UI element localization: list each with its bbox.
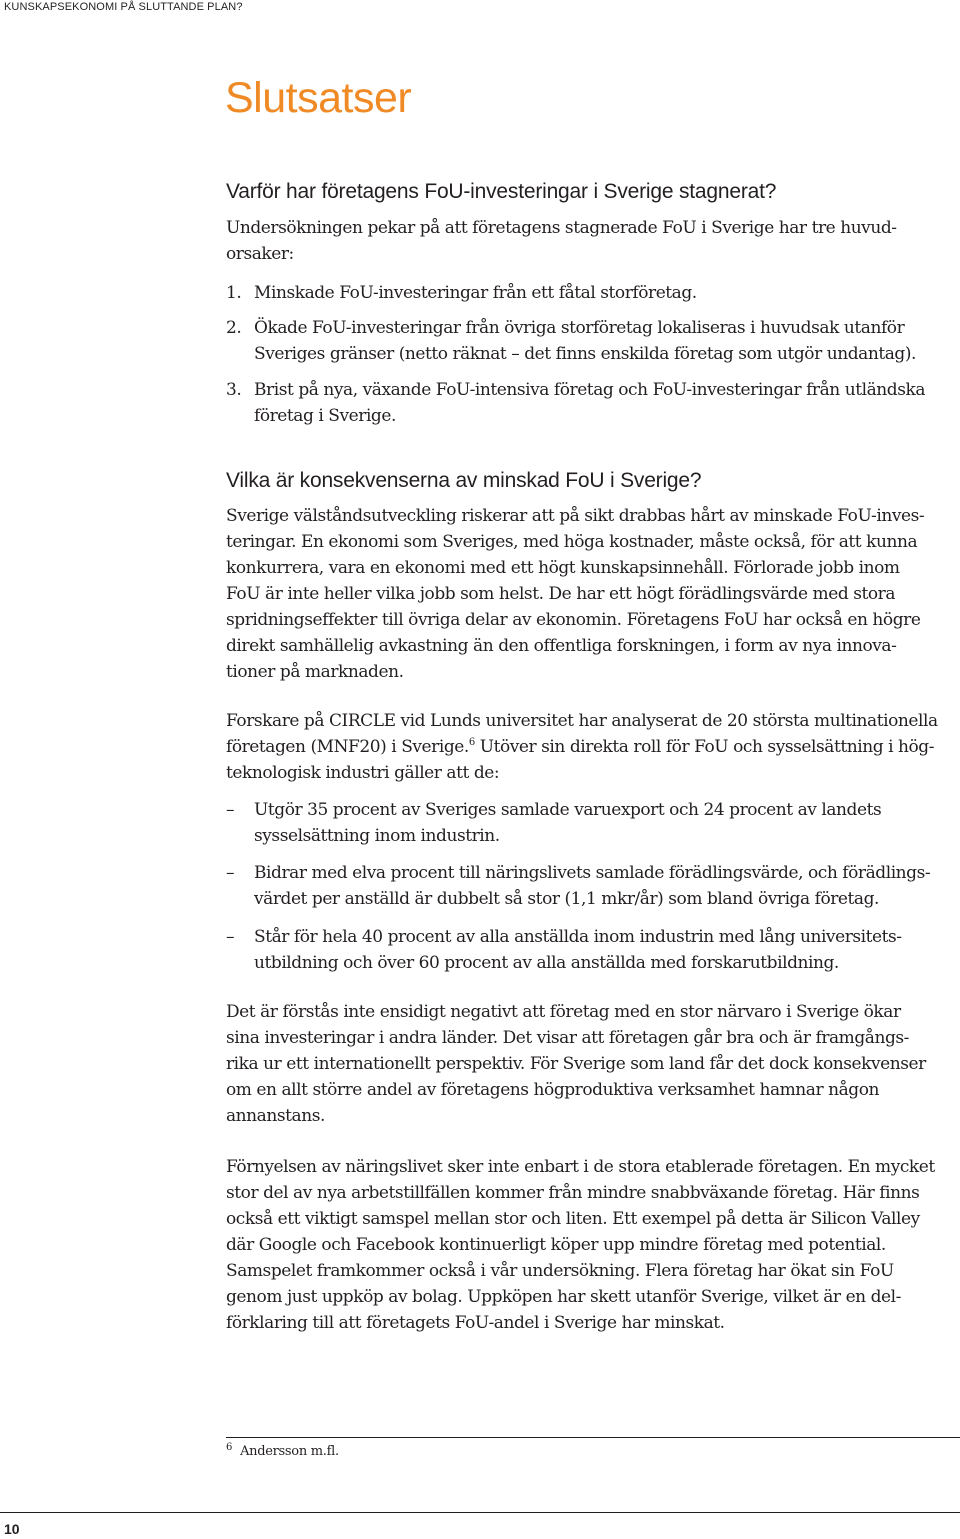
page-number: 10: [4, 1521, 20, 1537]
item-number: 1.: [226, 283, 242, 303]
footnote-reference[interactable]: 6: [468, 737, 475, 748]
text-line: Det är förstås inte ensidigt negativt att företag med en stor närvaro i Sverige ökar: [226, 1002, 901, 1022]
text-line: FoU är inte heller vilka jobb som helst. De har ett högt förädlingsvärde med stora: [226, 584, 896, 604]
text-line: Forskare på CIRCLE vid Lunds universitet har analyserat de 20 största multinationella: [226, 711, 938, 731]
dash-marker: –: [226, 863, 235, 883]
dash-marker: –: [226, 800, 235, 820]
page-divider: [0, 1512, 960, 1513]
text-line: Undersökningen pekar på att företagens stagnerade FoU i Sverige har tre huvud-: [226, 218, 897, 238]
text-line: teknologisk industri gäller att de:: [226, 763, 500, 783]
text-line: rika ur ett internationellt perspektiv. För Sverige som land får det dock konsekvenser: [226, 1054, 926, 1074]
section-heading-stagnation: Varför har företagens FoU-investeringar i Sverige stagnerat?: [226, 180, 777, 203]
footnote: [226, 1442, 339, 1459]
text-line: om en allt större andel av företagens högproduktiva verksamhet hamnar någon: [226, 1080, 880, 1100]
text-line: Sveriges gränser (netto räknat – det finns enskilda företag som utgör undantag).: [254, 344, 916, 364]
text-line: stor del av nya arbetstillfällen kommer från mindre snabbväxande företag. Här finns: [226, 1183, 920, 1203]
numbered-item-1: [226, 280, 958, 306]
text-line: Utgör 35 procent av Sveriges samlade varuexport och 24 procent av landets: [254, 800, 882, 820]
text-line: Förnyelsen av näringslivet sker inte enbart i de stora etablerade företagen. En mycket: [226, 1157, 935, 1177]
footnote-divider: [226, 1437, 960, 1438]
text-line: genom just uppköp av bolag. Uppköpen har skett utanför Sverige, vilket är en del-: [226, 1287, 901, 1307]
footnote-text: Andersson m.fl.: [240, 1444, 339, 1459]
text-line: Brist på nya, växande FoU-intensiva företag och FoU-investeringar från utländska: [254, 380, 926, 400]
circle-paragraph: [226, 708, 958, 786]
bullet-item-value-added: [226, 860, 958, 912]
dash-marker: –: [226, 927, 235, 947]
investments-abroad-paragraph: [226, 999, 958, 1129]
section-heading-consequences: Vilka är konsekvenserna av minskad FoU i Sverige?: [226, 469, 702, 492]
footnote-number: 6: [226, 1442, 233, 1453]
text-line: tioner på marknaden.: [226, 662, 404, 682]
text-line: sysselsättning inom industrin.: [254, 826, 500, 846]
text-line: teringar. En ekonomi som Sveriges, med höga kostnader, måste också, för att kunna: [226, 532, 918, 552]
text-line: sina investeringar i andra länder. Det visar att företagen går bra och är framgångs-: [226, 1028, 909, 1048]
text-line: direkt samhällelig avkastning än den offentliga forskningen, i form av nya innova-: [226, 636, 897, 656]
text-line: värdet per anställd är dubbelt så stor (1,1 mkr/år) som bland övriga företag.: [254, 889, 879, 909]
running-head: KUNSKAPSEKONOMI PÅ SLUTTANDE PLAN?: [4, 1, 243, 13]
text-line: konkurrera, vara en ekonomi med ett högt kunskapsinnehåll. Förlorade jobb inom: [226, 558, 900, 578]
item-number: 2.: [226, 318, 242, 338]
text-line: [226, 734, 958, 760]
text-line: annanstans.: [226, 1106, 325, 1126]
intro-paragraph: [226, 215, 958, 267]
text-line: utbildning och över 60 procent av alla anställda med forskarutbildning.: [254, 953, 839, 973]
text-line: Samspelet framkommer också i vår undersökning. Flera företag har ökat sin FoU: [226, 1261, 894, 1281]
text-line: Sverige välståndsutveckling riskerar att på sikt drabbas hårt av minskade FoU-inves-: [226, 506, 925, 526]
text-line: Minskade FoU-investeringar från ett fåtal storföretag.: [254, 283, 697, 303]
bullet-item-export: [226, 797, 958, 849]
numbered-item-2: [226, 315, 958, 367]
text-line: där Google och Facebook kontinuerligt köper upp mindre företag med potential.: [226, 1235, 886, 1255]
text-line: förklaring till att företagets FoU-andel i Sverige har minskat.: [226, 1313, 725, 1333]
text-line: orsaker:: [226, 244, 294, 264]
text-line: också ett viktigt samspel mellan stor och liten. Ett exempel på detta är Silicon Valley: [226, 1209, 920, 1229]
numbered-item-3: [226, 377, 958, 429]
item-number: 3.: [226, 380, 242, 400]
text-line: spridningseffekter till övriga delar av ekonomin. Företagens FoU har också en högre: [226, 610, 921, 630]
renewal-paragraph: [226, 1154, 958, 1336]
text-fragment: Utöver sin direkta roll för FoU och sysselsättning i hög-: [474, 737, 935, 757]
text-line: företag i Sverige.: [254, 406, 396, 426]
text-line: Står för hela 40 procent av alla anställda inom industrin med lång universitets-: [254, 927, 902, 947]
bullet-item-education: [226, 924, 958, 976]
text-line: Bidrar med elva procent till näringslivets samlade förädlingsvärde, och förädlings-: [254, 863, 931, 883]
page-title: Slutsatser: [225, 74, 412, 122]
text-line: Ökade FoU-investeringar från övriga storföretag lokaliseras i huvudsak utanför: [254, 318, 905, 338]
consequences-paragraph: [226, 503, 958, 685]
text-fragment: företagen (MNF20) i Sverige.: [226, 737, 469, 757]
